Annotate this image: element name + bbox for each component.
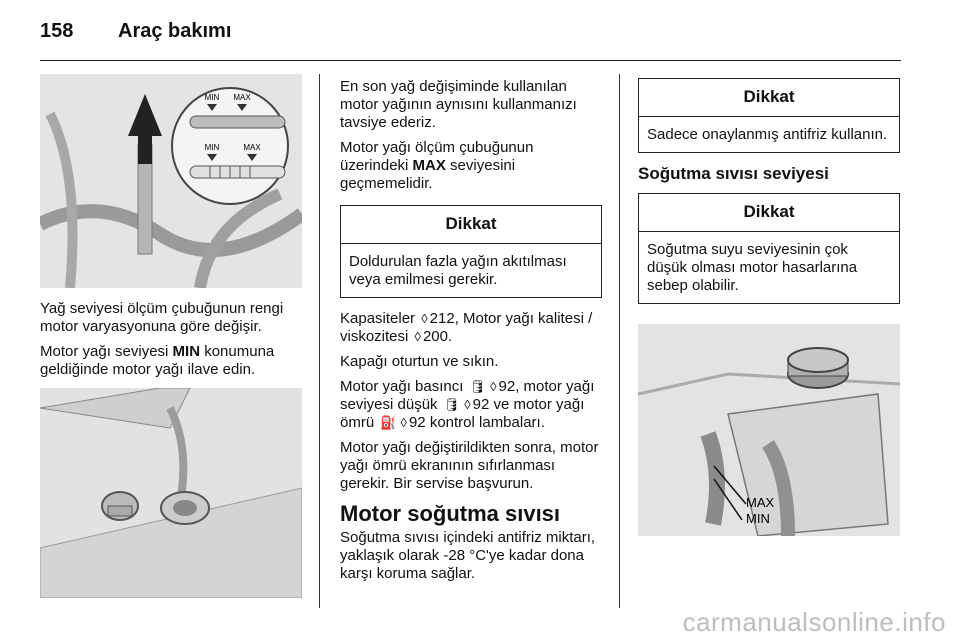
caution-box-antifreeze [638, 78, 900, 153]
dipstick-min-label-1: MIN [204, 93, 220, 102]
page-reference-icon: ◊ [414, 329, 421, 344]
oil-pressure-lamp-icon: 🛢 [469, 379, 487, 394]
oil-filling-illustration [40, 388, 302, 598]
watermark: carmanualsonline.info [682, 607, 946, 637]
paragraph-warning-lamps: Motor yağı basıncı 🛢 ◊ 92, motor yağı seviyesi düşük 🛢 ◊ 92 ve motor yağı ömrü ⛽ ◊ 92 kontrol lambaları. [340, 378, 595, 431]
coolant-reservoir-illustration [638, 324, 900, 536]
caution-title: Dikkat [341, 206, 601, 244]
caution-box-overfill [340, 205, 602, 298]
paragraph-max-level: Motor yağı ölçüm çubuğunun üzerindeki MAX seviyesini geçmemelidir. [340, 139, 534, 192]
page-number: 158 [40, 20, 74, 42]
column-1-text [40, 300, 308, 386]
oil-life-lamp-icon: ⛽ [380, 415, 397, 430]
caution-box-coolant-low [638, 193, 900, 304]
paragraph-antifreeze: Soğutma sıvısı içindeki antifriz miktarı, yaklaşık olarak -28 °C'ye kadar dona karşı koruma sağlar. [340, 529, 596, 582]
dipstick-illustration [40, 74, 302, 288]
caution-text: Soğutma suyu seviyesinin çok düşük olması motor hasarlarına sebep olabilir. [647, 241, 858, 294]
caution-text: Sadece onaylanmış antifriz kullanın. [647, 126, 888, 143]
column-divider-2 [619, 74, 620, 608]
paragraph-same-oil: En son yağ değişiminde kullanılan motor yağının aynısını kullanmanızı tavsiye ederiz. [340, 78, 577, 131]
dipstick-max-label-2: MAX [243, 143, 261, 152]
dipstick-max-label-1: MAX [233, 93, 251, 102]
dipstick-min-label-2: MIN [204, 143, 220, 152]
coolant-max-label: MAX [746, 495, 775, 510]
column-2-text [340, 78, 602, 590]
coolant-min-label: MIN [746, 511, 770, 526]
oil-level-low-lamp-icon: 🛢 [443, 397, 461, 412]
paragraph-cap-close: Kapağı oturtun ve sıkın. [340, 353, 499, 370]
paragraph-capacities: Kapasiteler ◊ 212, Motor yağı kalitesi / viskozitesi ◊ 200. [340, 310, 593, 345]
page-reference-icon: ◊ [421, 311, 428, 326]
header-rule [40, 60, 901, 61]
paragraph-min-level: Motor yağı seviyesi MIN konumuna geldiğinde motor yağı ilave edin. [40, 343, 275, 378]
paragraph-dipstick-color: Yağ seviyesi ölçüm çubuğunun rengi motor varyasyonuna göre değişir. [40, 300, 284, 335]
page-reference-icon: ◊ [400, 415, 407, 430]
caution-title: Dikkat [639, 194, 899, 232]
heading-engine-coolant: Motor soğutma sıvısı [340, 501, 561, 526]
page-reference-icon: ◊ [490, 379, 497, 394]
section-title: Araç bakımı [118, 20, 232, 42]
column-3-text [638, 78, 900, 316]
heading-coolant-level: Soğutma sıvısı seviyesi [638, 164, 829, 183]
paragraph-oil-life-reset: Motor yağı değiştirildikten sonra, motor yağı ömrü ekranının sıfırlanması gerekir. Bir servise başvurun. [340, 439, 599, 492]
caution-title: Dikkat [639, 79, 899, 117]
caution-text: Doldurulan fazla yağın akıtılması veya emilmesi gerekir. [349, 253, 567, 288]
column-divider-1 [319, 74, 320, 608]
page-reference-icon: ◊ [464, 397, 471, 412]
